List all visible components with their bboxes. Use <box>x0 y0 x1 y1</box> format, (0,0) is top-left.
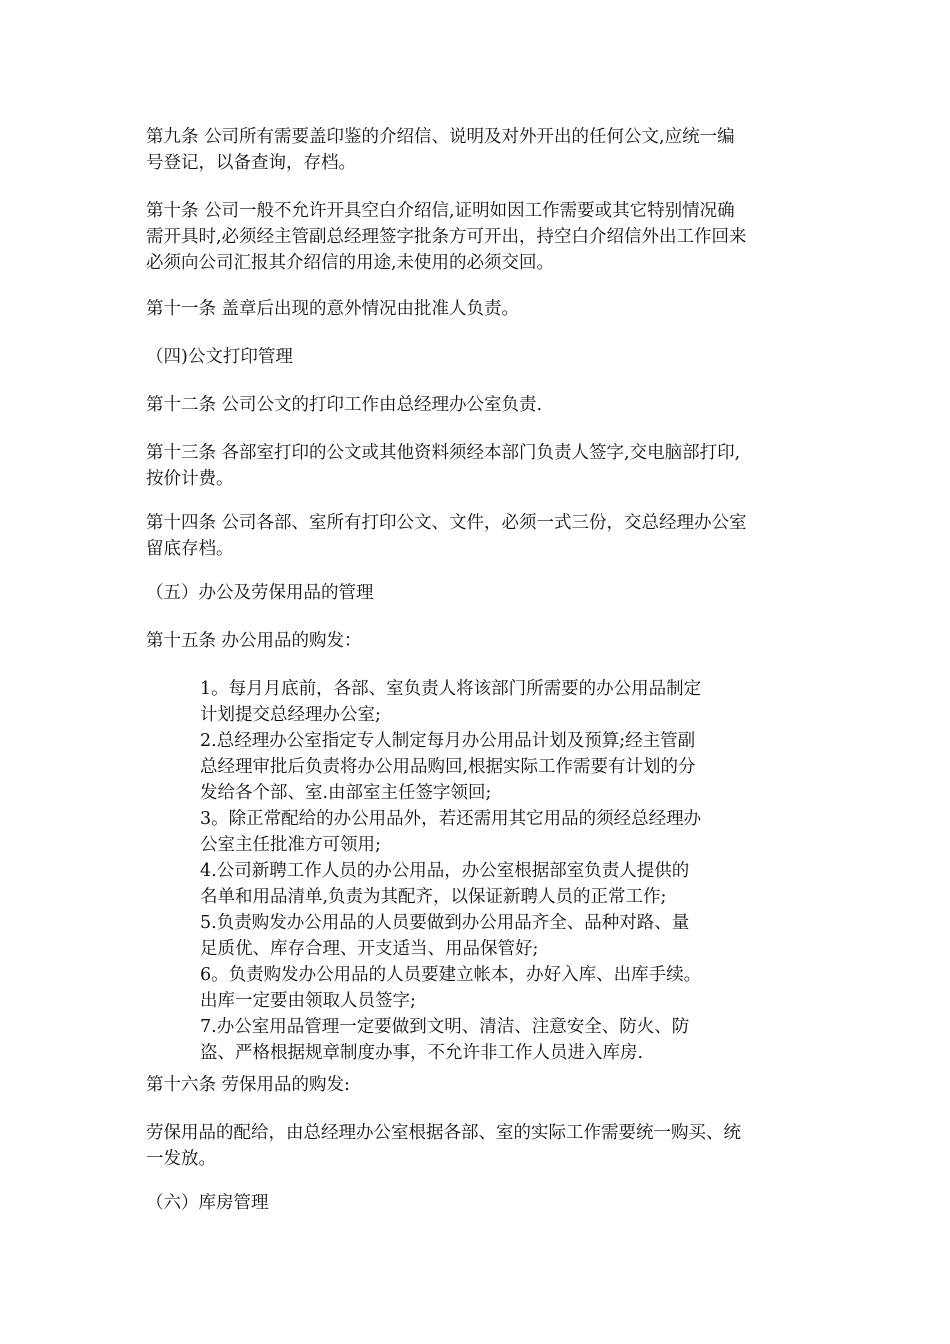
section-4-title: （四)公文打印管理 <box>146 347 293 367</box>
list-item-line: 3。除正常配给的办公用品外，若还需用其它用品的须经总经理办 <box>200 809 702 829</box>
list-item-line: 名单和用品清单,负责为其配齐，以保证新聘人员的正常工作; <box>200 887 667 907</box>
article-14-line-2: 留底存档。 <box>146 539 234 559</box>
article-14 <box>146 510 814 562</box>
article-11 <box>146 296 814 322</box>
list-item-line: 6。负责购发办公用品的人员要建立帐本，办好入库、出库手续。 <box>200 965 702 985</box>
article-10-line-3: 必须向公司汇报其介绍信的用途,未使用的必须交回。 <box>146 253 555 273</box>
article-16-line: 第十六条 劳保用品的购发: <box>146 1075 350 1095</box>
list-item-line: 盗、严格根据规章制度办事，不允许非工作人员进入库房. <box>200 1043 644 1063</box>
article-9-line-1: 第九条 公司所有需要盖印鉴的介绍信、说明及对外开出的任何公文,应统一编 <box>146 127 735 147</box>
list-item-line: 总经理审批后负责将办公用品购回,根据实际工作需要有计划的分 <box>200 757 696 777</box>
section-6-title: （六）库房管理 <box>146 1193 269 1213</box>
list-item-line: 计划提交总经理办公室; <box>200 705 381 725</box>
list-item-line: 2.总经理办公室指定专人制定每月办公用品计划及预算;经主管副 <box>200 731 696 751</box>
article-15 <box>146 628 814 654</box>
list-item-line: 足质优、库存合理、开支适当、用品保管好; <box>200 939 539 959</box>
list-item-line: 4.公司新聘工作人员的办公用品，办公室根据部室负责人提供的 <box>200 861 690 881</box>
article-12-line: 第十二条 公司公文的打印工作由总经理办公室负责. <box>146 395 543 415</box>
list-item-line: 1。每月月底前，各部、室负责人将该部门所需要的办公用品制定 <box>200 679 702 699</box>
section-5-title: （五）办公及劳保用品的管理 <box>146 583 374 603</box>
list-item-line: 公室主任批准方可领用; <box>200 835 381 855</box>
article-15-list <box>200 676 760 1066</box>
article-13 <box>146 440 814 492</box>
article-11-line: 第十一条 盖章后出现的意外情况由批准人负责。 <box>146 299 520 319</box>
section-4-heading <box>146 344 814 370</box>
article-12 <box>146 392 814 418</box>
article-16-body-line-1: 劳保用品的配给，由总经理办公室根据各部、室的实际工作需要统一购买、统 <box>146 1123 741 1143</box>
article-15-line: 第十五条 办公用品的购发： <box>146 631 362 651</box>
section-6-heading <box>146 1190 814 1216</box>
list-item-line: 7.办公室用品管理一定要做到文明、清洁、注意安全、防火、防 <box>200 1017 690 1037</box>
section-5-heading <box>146 580 814 606</box>
list-item-line: 5.负责购发办公用品的人员要做到办公用品齐全、品种对路、量 <box>200 913 690 933</box>
list-item-line: 发给各个部、室.由部室主任签字领回; <box>200 783 492 803</box>
list-item-line: 出库一定要由领取人员签字; <box>200 991 416 1011</box>
article-10-line-2: 需开具时,必须经主管副总经理签字批条方可开出，持空白介绍信外出工作回来 <box>146 227 747 247</box>
article-16-body <box>146 1120 814 1172</box>
article-16-body-line-2: 一发放。 <box>146 1149 216 1169</box>
article-10 <box>146 198 814 276</box>
article-13-line-1: 第十三条 各部室打印的公文或其他资料须经本部门负责人签字,交电脑部打印, <box>146 443 741 463</box>
article-13-line-2: 按价计费。 <box>146 469 234 489</box>
article-14-line-1: 第十四条 公司各部、室所有打印公文、文件，必须一式三份，交总经理办公室 <box>146 513 747 533</box>
article-10-line-1: 第十条 公司一般不允许开具空白介绍信,证明如因工作需要或其它特别情况确 <box>146 201 735 221</box>
article-9-line-2: 号登记，以备查询，存档。 <box>146 153 356 173</box>
article-9 <box>146 124 814 176</box>
article-16 <box>146 1072 814 1098</box>
